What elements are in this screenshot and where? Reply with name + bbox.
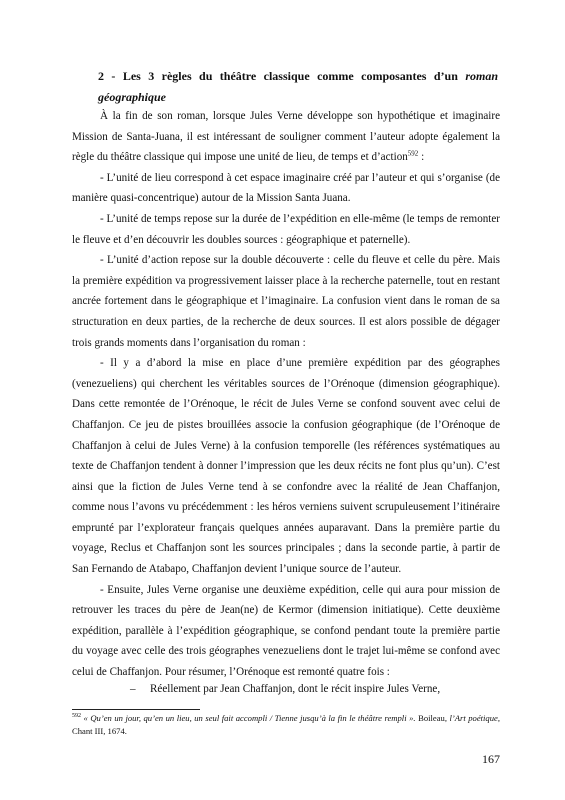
section-heading-italic: roman géographique: [98, 69, 498, 104]
footnote-number: 592: [72, 713, 81, 720]
footnote-author: Boileau,: [415, 713, 450, 723]
paragraph-premiere-expedition: - Il y a d’abord la mise en place d’une première expédition par des géographes (venezueliens) qui cherchent les véritables sources de l’Orénoque (dimension géographique). Dans cette remontée de l’Orénoque, le récit de Jules Verne se confond souvent avec celui de Chaffanjon. Ce jeu de pistes brouillées associe la confusion géographique (de l’Orénoque de Chaffanjon à celui de Jules Verne) à la confusion temporelle (les références systématiques au texte de Chaffanjon tendent à donner l’impression que les deux récits ne font plus qu’un). C’est ainsi que la fiction de Jules Verne tend à se confondre avec la réalité de Jean Chaffanjon, comme nous l’avons vu précédemment : les héros verniens suivent scrupuleusement l’itinéraire emprunté par l’explorateur français quelques années auparavant. Dans la première partie du voyage, Reclus et Chaffanjon sont les sources principales ; dans la seconde partie, à partir de San Fernando de Atabapo, Chaffanjon devient l’unique source de l’auteur.: [72, 357, 500, 576]
paragraph-unite-action: - L’unité d’action repose sur la double découverte : celle du fleuve et celle du père. Mais la première expédition va progressivement laisser place à la recherche paternelle, tout en restant ancrée fortement dans le géographique et l’imaginaire. La confusion vient dans le roman de sa structuration en deux parties, de la recherche de deux sources. Il est alors possible de dégager trois grands moments dans l’organisation du roman :: [72, 254, 500, 349]
paragraph-deuxieme-expedition: - Ensuite, Jules Verne organise une deuxième expédition, celle qui aura pour mission de retrouver les traces du père de Jean(ne) de Kermor (dimension initiatique). Cette deuxième expédition, parallèle à l’expédition géographique, se confond pendant toute la première partie du voyage avec celle des trois géographes venezueliens dont le trajet lui-même se confond avec celui de Chaffanjon. Pour résumer, l’Orénoque est remonté quatre fois :: [72, 583, 500, 679]
footnote-work: l’Art poétique: [449, 713, 498, 723]
paragraph-intro-text: À la fin de son roman, lorsque Jules Verne développe son hypothétique et imaginaire Mission de Santa-Juana, il est intéressant de souligner comment l’auteur adopte également la règle du théâtre classique qui impose une unité de lieu, de temps et d’action: [72, 110, 500, 164]
footnote-divider: [72, 709, 200, 710]
list-item: [130, 681, 500, 697]
paragraph-unite-temps: - L’unité de temps repose sur la durée de l’expédition en elle-même (le temps de remonter le fleuve et d’en découvrir les doubles sources : géographique et paternelle).: [72, 212, 500, 246]
page-number: 167: [482, 752, 500, 766]
section-heading: [98, 66, 498, 108]
footnote-quote: « Qu’en un jour, qu’en un lieu, un seul fait accompli / Tienne jusqu’à la fin le théâtre rempli ».: [81, 713, 416, 723]
section-heading-text: 2 - Les 3 règles du théâtre classique comme composantes d’un: [98, 69, 458, 83]
body-text: [72, 106, 500, 683]
list-item-text: Réellement par Jean Chaffanjon, dont le récit inspire Jules Verne,: [150, 683, 441, 695]
footnote-rest: , Chant III, 1674.: [72, 713, 501, 736]
paragraph-intro: [72, 106, 500, 168]
paragraph-unite-lieu: - L’unité de lieu correspond à cet espace imaginaire créé par l’auteur et qui s’organise (de manière quasi-concentrique) autour de la Mission Santa Juana.: [72, 171, 500, 205]
footnote: [72, 712, 500, 738]
list-dash: –: [130, 683, 136, 695]
paragraph-intro-end: :: [418, 151, 425, 164]
footnote-reference[interactable]: 592: [407, 149, 419, 158]
